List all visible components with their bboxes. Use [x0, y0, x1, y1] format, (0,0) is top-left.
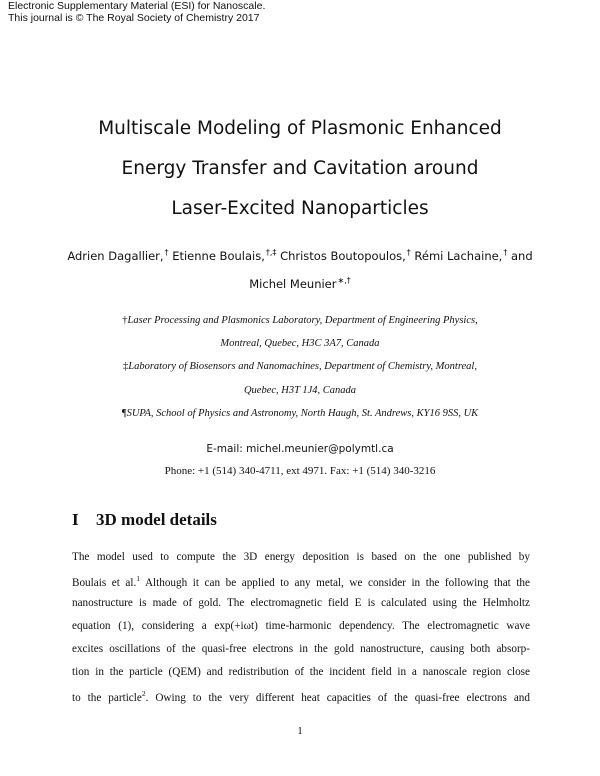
body-line: nanostructure is made of gold. The electromagnetic field E is calculated using the Helmholtz — [72, 597, 530, 609]
author-name: Rémi Lachaine, — [414, 249, 503, 263]
contact-phone: Phone: +1 (514) 340-4711, ext 4971. Fax: +1 (514) 340-3216 — [164, 465, 436, 477]
affiliation-2-line-1 — [0, 361, 600, 372]
body-text: . Owing to the very different heat capacities of the quasi-free electrons and — [145, 692, 530, 704]
title-line-3: Laser-Excited Nanoparticles — [171, 198, 429, 219]
section-title: 3D model details — [96, 510, 217, 529]
affiliation-1-line-1 — [0, 315, 600, 326]
body-line: equation (1), considering a exp(+iωt) time-harmonic dependency. The electromagnetic wave — [72, 620, 530, 632]
citation-ref: 1 — [136, 574, 140, 583]
author-affil-mark: † — [164, 248, 169, 257]
author-affil-mark: ∗,† — [337, 276, 351, 285]
author-affil-mark: †,‡ — [265, 248, 277, 257]
contact-email: E-mail: michel.meunier@polymtl.ca — [206, 443, 394, 455]
title-line-2: Energy Transfer and Cavitation around — [121, 158, 479, 179]
author-name: Adrien Dagallier, — [67, 249, 164, 263]
affiliation-text: Laser Processing and Plasmonics Laboratory, Department of Engineering Physics, — [127, 315, 478, 326]
author-affil-mark: † — [503, 248, 508, 257]
body-line: excites oscillations of the quasi-free electrons in the gold nanostructure, causing both absorp- — [72, 643, 530, 655]
affiliation-mark: † — [122, 315, 128, 326]
affiliation-text: Laboratory of Biosensors and Nanomachines, Department of Chemistry, Montreal, — [128, 361, 477, 372]
affiliation-text: SUPA, School of Physics and Astronomy, North Haugh, St. Andrews, KY16 9SS, UK — [126, 408, 479, 419]
author-name: Etienne Boulais, — [172, 249, 265, 263]
body-line: tion in the particle (QEM) and redistribution of the incident field in a nanoscale region close — [72, 666, 530, 678]
affiliation-mark: ‡ — [123, 361, 129, 372]
author-list-line-2 — [0, 276, 600, 291]
affiliation-3-line-1 — [0, 408, 600, 419]
author-affil-mark: † — [406, 248, 411, 257]
affiliation-mark: ¶ — [121, 408, 127, 419]
author-conjunction: and — [511, 249, 533, 263]
esi-header — [8, 0, 265, 24]
author-name: Michel Meunier — [249, 277, 337, 291]
affiliation-1-line-2: Montreal, Quebec, H3C 3A7, Canada — [220, 338, 380, 349]
body-line — [72, 574, 530, 589]
page-number: 1 — [297, 725, 303, 737]
author-name: Christos Boutopoulos, — [280, 249, 406, 263]
section-number: I — [72, 510, 79, 529]
affiliation-2-line-2: Quebec, H3T 1J4, Canada — [243, 385, 357, 396]
esi-header-line-1: Electronic Supplementary Material (ESI) for Nanoscale. — [8, 0, 266, 12]
citation-ref: 2 — [141, 689, 146, 698]
title-line-1: Multiscale Modeling of Plasmonic Enhanced — [98, 118, 502, 139]
esi-header-line-2: This journal is © The Royal Society of Chemistry 2017 — [8, 12, 260, 24]
section-heading — [72, 510, 217, 530]
body-text: to the particle — [72, 692, 142, 704]
author-list — [0, 248, 600, 263]
body-line — [72, 689, 530, 704]
body-text: Although it can be applied to any metal, we consider in the following that the — [140, 577, 530, 589]
body-line: The model used to compute the 3D energy deposition is based on the one published by — [72, 551, 530, 563]
body-text: Boulais et al. — [72, 577, 137, 589]
